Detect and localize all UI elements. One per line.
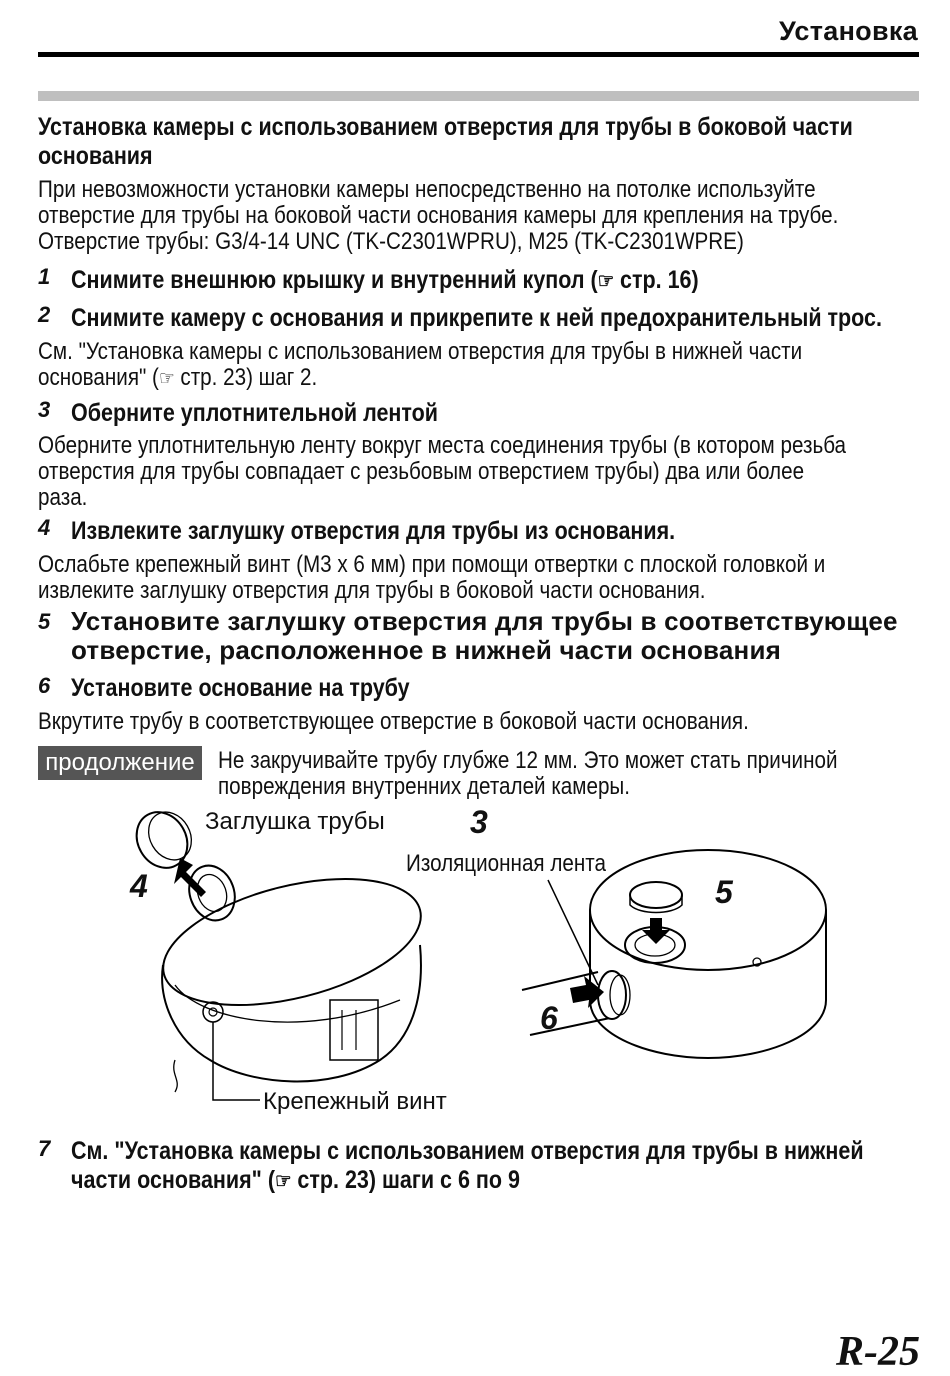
tape-label: Изоляционная лента [406,850,606,877]
text-line: повреждения внутренних деталей камеры. [218,773,630,800]
base-bracket [330,1000,378,1060]
pointing-hand-icon: ☞ [158,368,175,390]
step-title-text: Извлеките заглушку отверстия для трубы из основания. [71,517,676,545]
step-title-text: Установите заглушку отверстия для трубы в соответствующее [71,606,898,636]
text-line: При невозможности установки камеры непосредственно на потолке используйте [38,176,816,203]
text-line: раза. [38,484,88,511]
text-line: отверстие для трубы на боковой части основания камеры для крепления на трубе. [38,202,839,229]
safety-wire [174,1060,178,1092]
note-text [218,748,938,800]
step-number: 3 [38,397,51,422]
page-reference[interactable]: стр. 23) шаг 2. [180,364,318,391]
text-line: основания" ( [38,364,159,391]
step-title [71,517,773,546]
page-header-title: Установка [779,16,918,46]
step-body [38,552,950,604]
text-line: Не закручивайте трубу глубже 12 мм. Это может стать причиной [218,747,838,774]
step-title-text: части основания" ( [71,1166,276,1194]
intro-paragraph [38,177,950,255]
step-title-text: Установите основание на трубу [71,674,410,702]
screw-leader [213,1022,260,1100]
step-body [38,709,865,735]
step-number: 2 [38,302,51,327]
step-body [38,339,927,392]
text-line: Ослабьте крепежный винт (M3 x 6 мм) при помощи отвертки с плоской головкой и [38,551,826,578]
step-number: 1 [38,264,51,289]
figure-step-3: 3 [470,804,488,840]
step-number: 7 [38,1136,51,1161]
step-title-text: Оберните уплотнительной лентой [71,399,438,427]
continuation-badge: продолжение [38,746,202,780]
page-number: R-25 [836,1329,920,1375]
pipe-thread [598,971,626,1019]
text-line: См. "Установка камеры с использованием отверстия для трубы в нижней части [38,338,803,365]
header-rule [38,52,919,57]
screw-label: Крепежный винт [263,1088,447,1115]
text-line: Оберните уплотнительную ленту вокруг места соединения трубы (в котором резьба [38,432,847,459]
plug-5 [630,882,682,908]
step-title-text: отверстие, расположенное в нижней части основания [71,635,782,665]
section-divider [38,91,919,101]
pointing-hand-icon: ☞ [275,1169,292,1193]
step-title-text: Снимите внешнюю крышку и внутренний купол ( [71,266,598,294]
step-number: 5 [38,609,51,634]
section-title-line: основания [38,142,153,170]
section-title-line: Установка камеры с использованием отверстия для трубы в боковой части [38,113,853,141]
text-line: извлеките заглушку отверстия для трубы в боковой части основания. [38,577,706,604]
step-title [71,1137,950,1196]
page-reference[interactable]: стр. 23) шаги с 6 по 9 [297,1166,520,1194]
step-title [71,674,465,703]
step-number: 4 [38,515,51,540]
figure-step-5: 5 [715,874,733,910]
text-line: Отверстие трубы: G3/4-14 UNC (TK-C2301WPRU), M25 (TK-C2301WPRE) [38,228,744,255]
page-reference[interactable]: стр. 16) [620,266,699,294]
figure-step-4: 4 [130,868,148,904]
pointing-hand-icon: ☞ [597,269,615,293]
section-title [38,113,950,171]
step-title [71,304,950,333]
step-title [71,399,498,428]
text-line: отверстия для трубы совпадает с резьбовым отверстием трубы) два или более [38,458,805,485]
figure-step-6: 6 [540,1000,558,1036]
step-body [38,433,950,511]
step-title [71,607,898,665]
step-title [71,266,801,296]
step-title-text: Снимите камеру с основания и прикрепите к ней предохранительный трос. [71,304,882,332]
step-title-text: См. "Установка камеры с использованием отверстия для трубы в нижней [71,1137,864,1165]
text-line: Вкрутите трубу в соответствующее отверстие в боковой части основания. [38,708,749,735]
plug-label: Заглушка трубы [205,808,385,835]
step-number: 6 [38,673,51,698]
